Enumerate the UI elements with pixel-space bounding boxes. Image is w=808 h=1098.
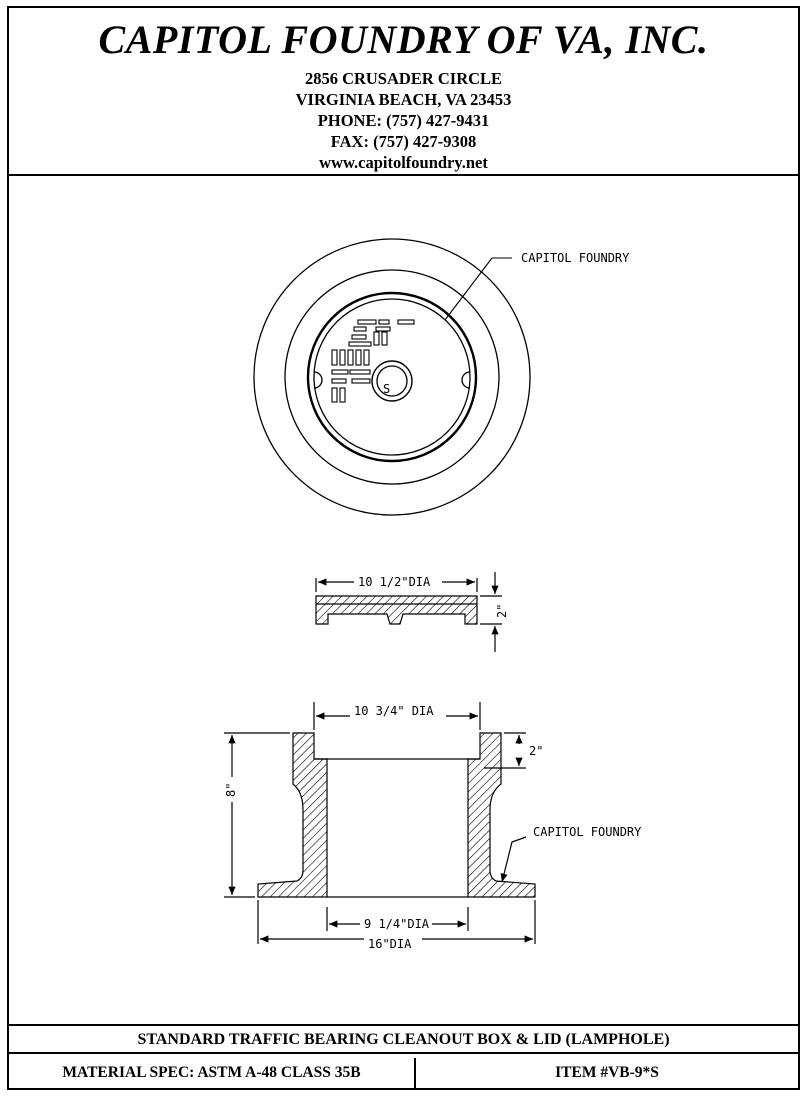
material-spec: MATERIAL SPEC: ASTM A-48 CLASS 35B: [9, 1058, 416, 1088]
item-number: ITEM #VB-9*S: [555, 1064, 659, 1081]
box-callout: CAPITOL FOUNDRY: [533, 825, 642, 839]
box-seat-depth-dimension: 2": [529, 744, 544, 758]
lid-height-dimension: 2": [495, 603, 509, 618]
box-section-view: [224, 702, 535, 944]
technical-drawing-area: [9, 174, 798, 1024]
s-logo-glyph: S: [383, 382, 391, 396]
website-url: www.capitolfoundry.net: [319, 153, 488, 172]
phone-number: PHONE: (757) 427-9431: [317, 111, 490, 130]
fax-number: FAX: (757) 427-9308: [330, 132, 477, 151]
lid-plan-callout: CAPITOL FOUNDRY: [521, 251, 630, 265]
city-state-zip: VIRGINIA BEACH, VA 23453: [295, 90, 512, 109]
box-inner-diameter-dimension: 9 1/4"DIA: [364, 917, 430, 931]
technical-drawing: [2, 2, 808, 1098]
drawing-title: STANDARD TRAFFIC BEARING CLEANOUT BOX & LID (LAMPHOLE): [9, 1024, 798, 1054]
lid-diameter-dimension: 10 1/2"DIA: [358, 575, 431, 589]
lid-plan-view: [254, 239, 530, 515]
company-name: CAPITOL FOUNDRY OF VA, INC.: [98, 17, 709, 62]
box-top-diameter-dimension: 10 3/4" DIA: [354, 704, 434, 718]
street-address: 2856 CRUSADER CIRCLE: [304, 69, 503, 88]
lid-pattern-slots: [332, 320, 414, 402]
box-height-dimension: 8": [224, 782, 238, 797]
box-base-diameter-dimension: 16"DIA: [368, 937, 412, 951]
drawing-sheet: [7, 6, 800, 1090]
